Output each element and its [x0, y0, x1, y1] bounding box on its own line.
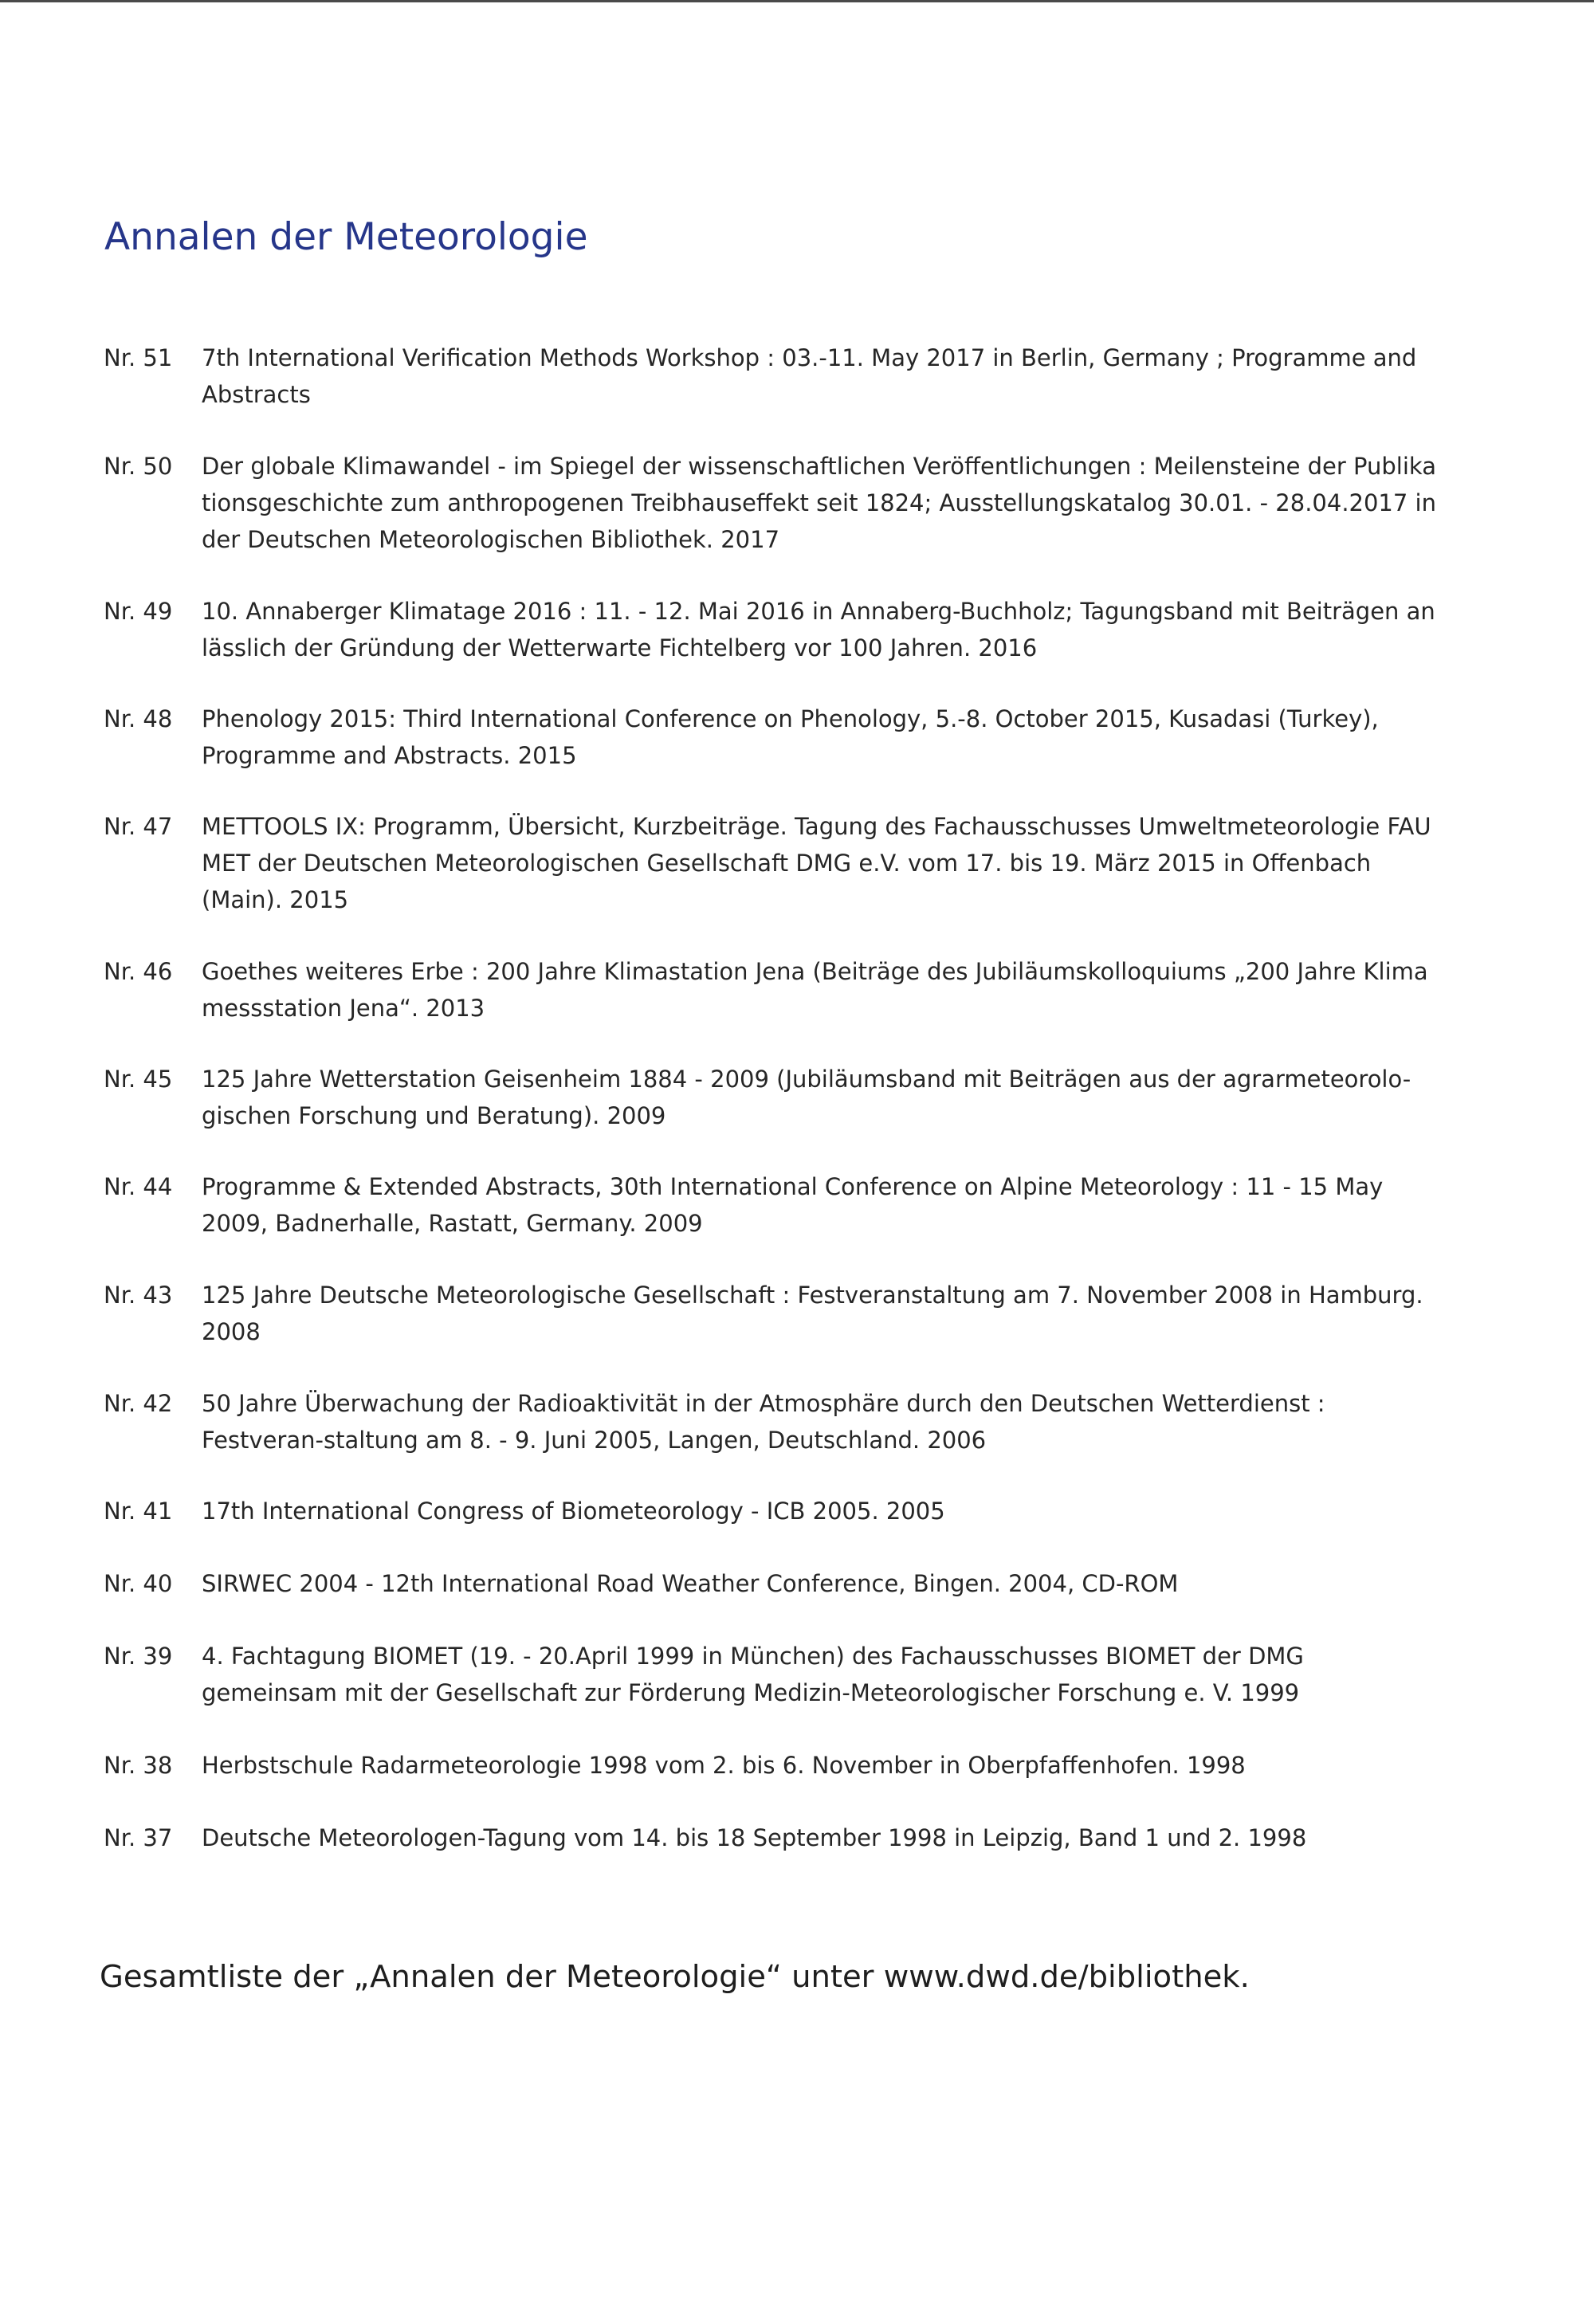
entry-number: Nr. 47 — [104, 813, 173, 840]
entry-number: Nr. 39 — [104, 1643, 173, 1670]
entry-title: 17th International Congress of Biometeorology - ICB 2005. 2005 — [202, 1498, 945, 1525]
entry-title: Deutsche Meteorologen-Tagung vom 14. bis 18 September 1998 in Leipzig, Band 1 und 2. 1998 — [202, 1824, 1307, 1851]
entry-number: Nr. 42 — [104, 1390, 173, 1417]
entry-number: Nr. 49 — [104, 598, 173, 625]
footer-note: Gesamtliste der „Annalen der Meteorologie“ unter www.dwd.de/bibliothek. — [100, 1959, 1250, 1995]
entry-number: Nr. 48 — [104, 705, 173, 732]
entry-title: 125 Jahre Wetterstation Geisenheim 1884 - 2009 (Jubiläumsband mit Beiträgen aus der agrarmeteorolo-gischen Forschung und Beratung). 2009 — [202, 1066, 1411, 1129]
entry-title: SIRWEC 2004 - 12th International Road Weather Conference, Bingen. 2004, CD-ROM — [202, 1570, 1179, 1597]
entry-number: Nr. 44 — [104, 1173, 173, 1200]
entry-title: 125 Jahre Deutsche Meteorologische Gesellschaft : Festveranstaltung am 7. November 2008 in Hamburg. 2008 — [202, 1282, 1423, 1345]
entry-number: Nr. 43 — [104, 1282, 173, 1309]
entry-title: 50 Jahre Überwachung der Radioaktivität in der Atmosphäre durch den Deutschen Wetterdienst : Festveran-staltung am 8. - 9. Juni 2005, Langen, Deutschland. 2006 — [202, 1390, 1325, 1454]
entry-number: Nr. 46 — [104, 958, 173, 985]
entry-title: 4. Fachtagung BIOMET (19. - 20.April 1999 in München) des Fachausschusses BIOMET der DMG gemeinsam mit der Gesellschaft zur Förderung Medizin-Meteorologischer Forschung e. V. 1999 — [202, 1643, 1304, 1706]
series-title: Annalen der Meteorologie — [104, 215, 588, 259]
entry-title: METTOOLS IX: Programm, Übersicht, Kurzbeiträge. Tagung des Fachausschusses Umweltmeteorologie FAU MET der Deutschen Meteorologischen Gesellschaft DMG e.V. vom 17. bis 19. März 2015 in Offenbach (Main). 2015 — [202, 813, 1431, 913]
entry-title: Herbstschule Radarmeteorologie 1998 vom 2. bis 6. November in Oberpfaffenhofen. 1998 — [202, 1752, 1246, 1779]
entry-title: 10. Annaberger Klimatage 2016 : 11. - 12. Mai 2016 in Annaberg-Buchholz; Tagungsband mit Beiträgen an lässlich der Gründung der Wetterwarte Fichtelberg vor 100 Jahren. 2016 — [202, 598, 1435, 661]
entry-title: Goethes weiteres Erbe : 200 Jahre Klimastation Jena (Beiträge des Jubiläumskolloquiums „200 Jahre Klima messstation Jena“. 2013 — [202, 958, 1428, 1022]
entry-title: 7th International Verification Methods Workshop : 03.-11. May 2017 in Berlin, Germany ; Programme and Abstracts — [202, 344, 1417, 408]
entry-title: Programme & Extended Abstracts, 30th International Conference on Alpine Meteorology : 11 - 15 May 2009, Badnerhalle, Rastatt, Germany. 2009 — [202, 1173, 1384, 1237]
entry-number: Nr. 38 — [104, 1752, 173, 1779]
entry-number: Nr. 41 — [104, 1498, 173, 1525]
top-rule — [0, 0, 1594, 2]
entry-title: Phenology 2015: Third International Conference on Phenology, 5.-8. October 2015, Kusadasi (Turkey), Programme and Abstracts. 2015 — [202, 705, 1379, 769]
entry-number: Nr. 37 — [104, 1824, 173, 1851]
entry-number: Nr. 40 — [104, 1570, 173, 1597]
entry-number: Nr. 51 — [104, 344, 173, 371]
entry-number: Nr. 50 — [104, 453, 173, 480]
entry-title: Der globale Klimawandel - im Spiegel der wissenschaftlichen Veröffentlichungen : Meilensteine der Publika tionsgeschichte zum anthropogenen Treibhauseffekt seit 1824; Ausstellungskatalog 30.01. - 28.04.2017 in der Deutschen Meteorologischen Bibliothek. 2017 — [202, 453, 1436, 553]
entry-number: Nr. 45 — [104, 1066, 173, 1093]
